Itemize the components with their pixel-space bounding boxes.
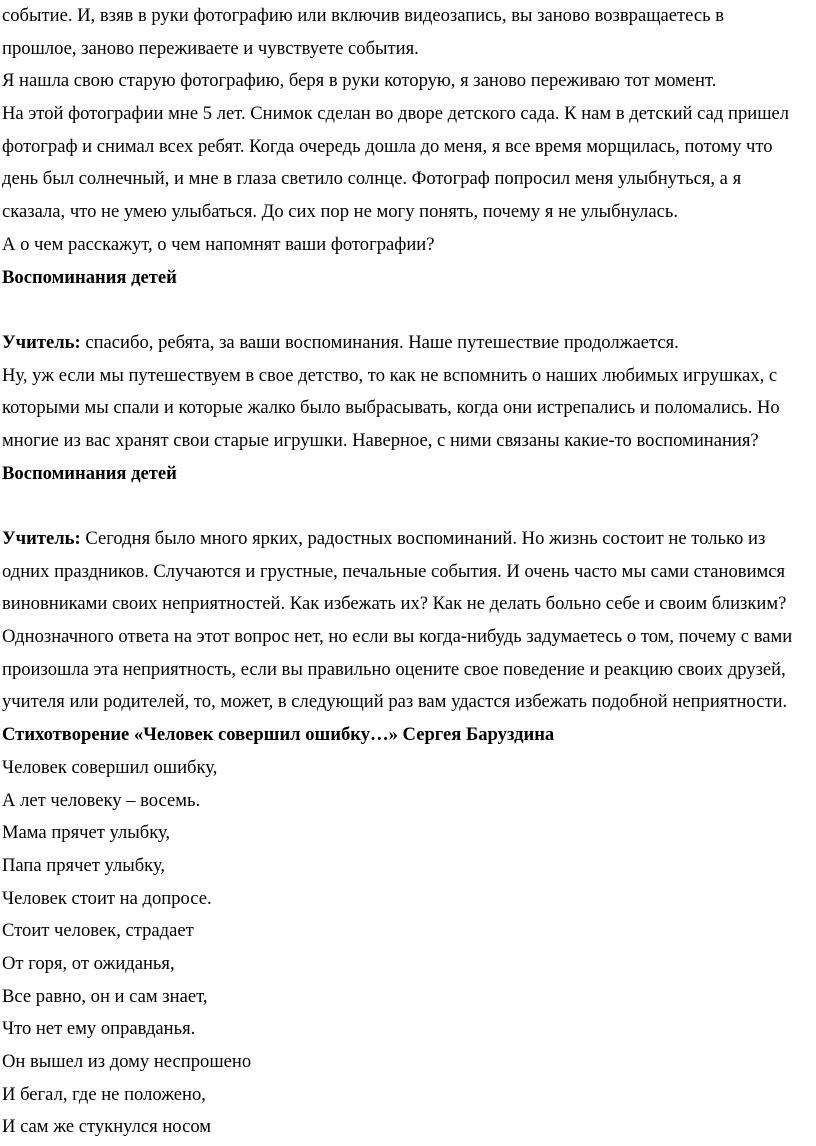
section-heading-memories: Воспоминания детей — [2, 266, 177, 288]
poem-line: Он вышел из дому неспрошено — [2, 1051, 252, 1072]
text-line: На этой фотографии мне 5 лет. Снимок сделан во дворе детского сада. К нам в детский сад пришел — [2, 103, 790, 125]
teacher-speech: спасибо, ребята, за ваши воспоминания. Наше путешествие продолжается. — [80, 331, 679, 353]
poem-line: Человек совершил ошибку, — [2, 756, 218, 778]
text-line: учителя или родителей, то, может, в следующий раз вам удастся избежать подобной неприятности. — [2, 691, 788, 713]
text-line: которыми мы спали и которые жалко было выбрасывать, когда они истрепались и поломались. Но — [2, 397, 780, 419]
poem-line: Папа прячет улыбку, — [2, 854, 166, 876]
text-line: фотограф и снимал всех ребят. Когда очередь дошла до меня, я все время морщилась, потому что — [2, 135, 773, 157]
text-line: Я нашла свою старую фотографию, беря в руки которую, я заново переживаю тот момент. — [2, 70, 717, 92]
poem-line: А лет человеку – восемь. — [2, 789, 201, 811]
text-line: Ну, уж если мы путешествуем в свое детство, то как не вспомнить о наших любимых игрушках, с — [2, 364, 778, 386]
poem-line: Человек стоит на допросе. — [2, 887, 212, 909]
poem-line: От горя, от ожиданья, — [2, 952, 175, 974]
poem-line: И сам же стукнулся носом — [2, 1116, 212, 1138]
text-line: день был солнечный, и мне в глаза светило солнце. Фотограф попросил меня улыбнуться, а я — [2, 168, 742, 190]
text-line: многие из вас хранят свои старые игрушки. Наверное, с ними связаны какие-то воспоминания? — [2, 429, 759, 451]
text-line: виновниками своих неприятностей. Как избежать их? Как не делать больно себе и своим близким? — [2, 593, 787, 615]
text-line: прошлое, заново переживаете и чувствуете события. — [2, 37, 419, 59]
text-line: сказала, что не умею улыбаться. До сих пор не могу понять, почему я не улыбнулась. — [2, 201, 678, 223]
blank-line — [2, 294, 814, 327]
text-line: произошла эта неприятность, если вы правильно оцените свое поведение и реакцию своих друзей, — [2, 658, 786, 680]
section-heading-poem: Стихотворение «Человек совершил ошибку…» Сергея Баруздина — [2, 724, 555, 746]
poem-line: Мама прячет улыбку, — [2, 822, 171, 844]
speaker-label: Учитель: — [2, 331, 81, 353]
text-line: одних праздников. Случаются и грустные, печальные события. И очень часто мы сами становимся — [2, 560, 786, 582]
teacher-speech: Сегодня было много ярких, радостных воспоминаний. Но жизнь состоит не только из — [80, 528, 766, 549]
teacher-line — [2, 523, 814, 556]
poem-line: Стоит человек, страдает — [2, 920, 194, 942]
teacher-line — [2, 327, 814, 360]
blank-line — [2, 490, 814, 523]
text-line: Однозначного ответа на этот вопрос нет, но если вы когда-нибудь задумаетесь о том, почему с вами — [2, 626, 793, 648]
text-line: событие. И, взяв в руки фотографию или включив видеозапись, вы заново возвращаетесь в — [2, 5, 725, 26]
poem-line: Что нет ему оправданья. — [2, 1018, 196, 1040]
poem-line: Все равно, он и сам знает, — [2, 985, 208, 1007]
document-page — [2, 0, 814, 1144]
section-heading-memories: Воспоминания детей — [2, 462, 177, 484]
poem-line: И бегал, где не положено, — [2, 1083, 206, 1105]
speaker-label: Учитель: — [2, 528, 81, 549]
text-line: А о чем расскажут, о чем напомнят ваши фотографии? — [2, 233, 435, 255]
